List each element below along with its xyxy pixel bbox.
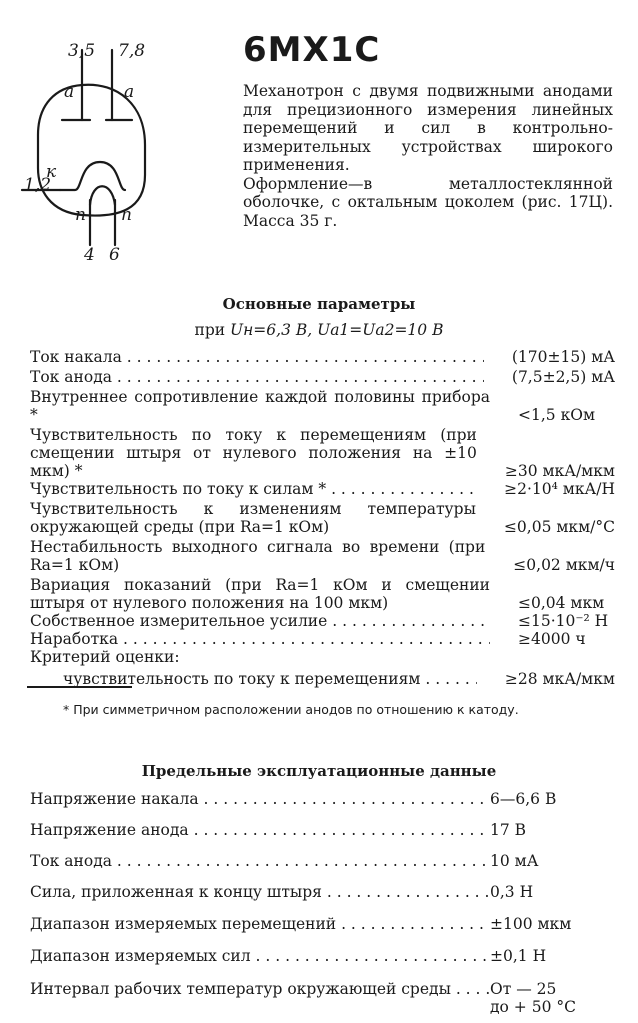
param-value: ≤0,05 мкм/°С [503, 518, 615, 536]
limit-label: Ток анода . . . [30, 852, 490, 870]
limit-row [30, 790, 615, 808]
limit-label: Диапазон измеряемых сил . . . [30, 947, 490, 965]
limit-label: Напряжение накала . . . [30, 790, 490, 808]
limit-value: 0,3 Н [490, 883, 534, 901]
description-construction: Оформление—в металлостеклянной оболочке, с октальным цоколем (рис. 17Ц). Масса 35 г. [243, 174, 613, 230]
param-label: Чувствительность по току к перемещениям (при смещении штыря от нулевого положения на ±10 мкм) * [30, 426, 477, 480]
cond-heater-voltage: Uн=6,3 В, [230, 321, 313, 339]
anode-left-label: а [64, 82, 75, 102]
param-value: <1,5 кОм [518, 406, 596, 424]
tube-schematic [20, 40, 170, 265]
footnote-divider [27, 686, 132, 688]
param-row [30, 346, 615, 366]
param-label: Критерий оценки: [30, 648, 180, 666]
param-value: ≥28 мкА/мкм [504, 670, 615, 688]
param-value: ≤15·10⁻² Н [518, 612, 609, 630]
param-row [30, 666, 615, 688]
limit-row [30, 852, 615, 870]
limit-label: Сила, приложенная к концу штыря . . . [30, 883, 490, 901]
anode-right-pin-label: 7,8 [118, 41, 146, 61]
limit-label: Диапазон измеряемых перемещений . . . [30, 915, 490, 933]
limit-value-from: От — 25 [490, 980, 557, 998]
anode-left-pin-label: 3,5 [68, 41, 96, 61]
description-purpose: Механотрон с двумя подвижными анодами для прецизионного измерения линейных перемещений и сил в контрольно-измерительных устройствах широкого применения. [243, 82, 613, 174]
param-row [30, 630, 615, 648]
param-label: Ток накала . . . [30, 348, 484, 366]
limit-row [30, 821, 615, 839]
param-value: ≤0,02 мкм/ч [513, 556, 615, 574]
limit-value: 6—6,6 В [490, 790, 557, 808]
limit-value-to: до + 50 °С [490, 998, 576, 1016]
param-value: (7,5±2,5) мА [511, 368, 615, 386]
test-conditions [0, 321, 638, 339]
model-title: 6МХ1С [243, 30, 381, 70]
limit-value: 17 В [490, 821, 527, 839]
limit-row [30, 915, 615, 933]
param-label: чувствительность по току к перемещениям . . . [30, 670, 477, 688]
param-label: Внутреннее сопротивление каждой половины прибора * [30, 388, 490, 424]
footnote: * При симметричном расположении анодов по отношению к катоду. [63, 702, 519, 717]
heater-right-label: п [121, 205, 132, 225]
param-row [30, 648, 615, 666]
param-value: ≥4000 ч [518, 630, 586, 648]
param-label: Наработка . . . [30, 630, 490, 648]
param-label: Собственное измерительное усилие . . . [30, 612, 490, 630]
limit-row [30, 883, 615, 901]
cathode-pin-label: 1,2 [24, 175, 52, 195]
param-label: Нестабильность выходного сигнала во времени (при Rа=1 кОм) [30, 538, 486, 574]
limit-value: ±100 мкм [490, 915, 572, 933]
heater-right-pin-label: 6 [109, 245, 120, 265]
limit-row [30, 980, 615, 1016]
param-label: Ток анода . . . [30, 368, 484, 386]
param-label: Чувствительность по току к силам * . . . [30, 480, 476, 498]
limit-label: Напряжение анода . . . [30, 821, 490, 839]
param-label: Вариация показаний (при Rа=1 кОм и смещении штыря от нулевого положения на 100 мкм) [30, 576, 490, 612]
heater-left-pin-label: 4 [84, 245, 95, 265]
limit-value [490, 980, 615, 1016]
cond-anode-voltage: Uа1=Uа2=10 В [317, 321, 444, 339]
param-row [30, 480, 615, 498]
param-row [30, 574, 615, 612]
param-value: ≥2·10⁴ мкА/Н [504, 480, 615, 498]
anode-right-label: а [124, 82, 135, 102]
main-params-heading: Основные параметры [222, 295, 416, 313]
cond-prefix: при [194, 321, 226, 339]
param-row [30, 424, 615, 480]
main-params-list [30, 346, 615, 688]
limits-heading: Предельные эксплуатационные данные [141, 762, 497, 780]
param-value: ≤0,04 мкм [518, 594, 605, 612]
heater-left-label: п [75, 205, 86, 225]
param-row [30, 386, 615, 424]
limit-label: Интервал рабочих температур окружающей среды . . . [30, 980, 490, 1016]
description [243, 82, 613, 230]
cathode-label: к [46, 162, 57, 182]
param-value: (170±15) мА [511, 348, 615, 366]
param-row [30, 366, 615, 386]
param-row [30, 498, 615, 536]
tube-schematic-drawing [20, 40, 170, 265]
param-row [30, 612, 615, 630]
limit-value: ±0,1 Н [490, 947, 547, 965]
param-value: ≥30 мкА/мкм [504, 462, 615, 480]
param-row [30, 536, 615, 574]
limit-value: 10 мА [490, 852, 539, 870]
limit-row [30, 947, 615, 965]
param-label: Чувствительность к изменениям температуры окружающей среды (при Rа=1 кОм) [30, 500, 476, 536]
